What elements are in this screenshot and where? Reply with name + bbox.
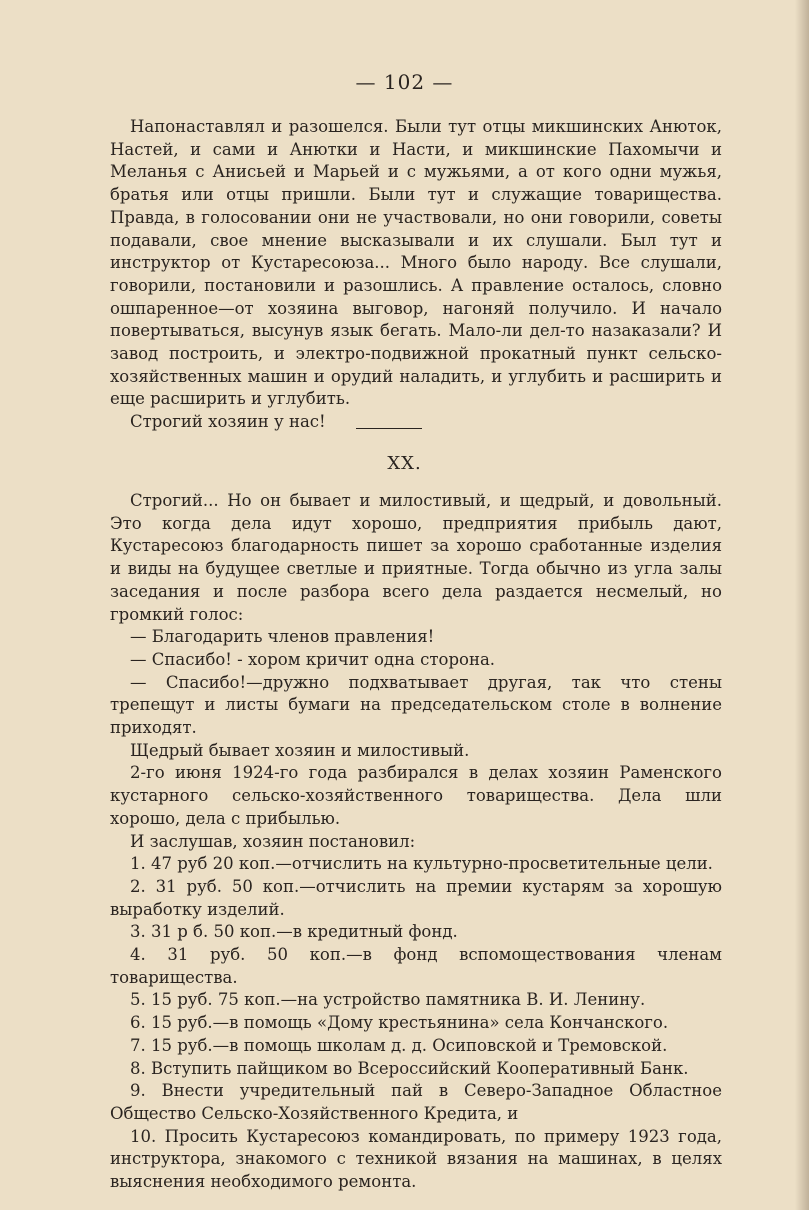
list-item: 10. Просить Кустаресоюз командировать, по примеру 1923 года, инструктора, знакомого с техникой вязания на машинах, в целях выяснения необходимого ремонта. — [110, 1126, 722, 1192]
top-text-block — [110, 116, 722, 434]
list-item: 5. 15 руб. 75 коп.—на устройство памятника В. И. Ленину. — [130, 990, 646, 1010]
body-text-block — [110, 490, 722, 1194]
list-item: 2. 31 руб. 50 коп.—отчислить на премии кустарям за хорошую выработку изделий. — [110, 876, 722, 919]
list-item: 3. 31 р б. 50 коп.—в кредитный фонд. — [130, 922, 458, 942]
paragraph: Строгий... Но он бывает и милостивый, и щедрый, и довольный. Это когда дела идут хорошо, предприятия прибыль дают, Кустаресоюз благодарность пишет за хорошо сработанные изделия и виды на будущее светлые и приятные. Тогда обычно из угла залы заседания и после разбора всего дела раздается несмелый, но громкий голос: — [110, 491, 722, 624]
page-number: — 102 — — [355, 70, 454, 94]
paragraph: И заслушав, хозяин постановил: — [130, 831, 416, 851]
list-item: 8. Вступить пайщиком во Всероссийский Кооперативный Банк. — [130, 1058, 689, 1078]
list-item: 9. Внести учредительный пай в Северо-Западное Областное Общество Сельско-Хозяйственного Кредита, и — [110, 1081, 722, 1123]
list-item: 4. 31 руб. 50 коп.—в фонд вспомоществования членам товарищества. — [110, 945, 722, 987]
paragraph: — Спасибо! - хором кричит одна сторона. — [130, 649, 496, 669]
paragraph: Щедрый бывает хозяин и милостивый. — [130, 740, 470, 760]
paragraph: — Спасибо!—дружно подхватывает другая, так что стены трепещут и листы бумаги на председательском столе в волнение приходят. — [110, 672, 722, 738]
section-divider — [356, 428, 422, 429]
paragraph: Строгий хозяин у нас! — [130, 412, 326, 432]
page-edge-shadow — [795, 0, 809, 1210]
list-item: 7. 15 руб.—в помощь школам д. д. Осиповской и Тремовской. — [130, 1035, 668, 1055]
list-item: 1. 47 руб 20 коп.—отчислить на культурно-просветительные цели. — [130, 854, 713, 874]
list-item: 6. 15 руб.—в помощь «Дому крестьянина» села Кончанского. — [130, 1013, 669, 1033]
chapter-title: XX. — [387, 453, 422, 474]
paragraph: Напонаставлял и разошелся. Были тут отцы микшинских Анюток, Настей, и сами и Анютки и Насти, и микшинские Пахомычи и Меланья с Анисьей и Марьей и с мужьями, а от кого одни мужья, братья или отцы пришли. Были тут и служащие товарищества. Правда, в голосовании они не участвовали, но они говорили, советы подавали, свое мнение высказывали и их слушали. Был тут и инструктор от Кустаресоюза... Много было народу. Все слушали, говорили, постановили и разошлись. А правление осталось, словно ошпаренное—от хозяина выговор, нагоняй получило. И начало повертываться, высунув язык бегать. Мало-ли дел-то назаказали? И завод построить, и электро-подвижной прокатный пункт сельско-хозяйственных машин и орудий наладить, и углубить и расширить и еще расширить и углубить. — [110, 117, 722, 409]
paragraph: — Благодарить членов правления! — [130, 627, 435, 647]
paragraph: 2-го июня 1924-го года разбирался в делах хозяин Раменского кустарного сельско-хозяйственного товарищества. Дела шли хорошо, дела с прибылью. — [110, 763, 722, 828]
